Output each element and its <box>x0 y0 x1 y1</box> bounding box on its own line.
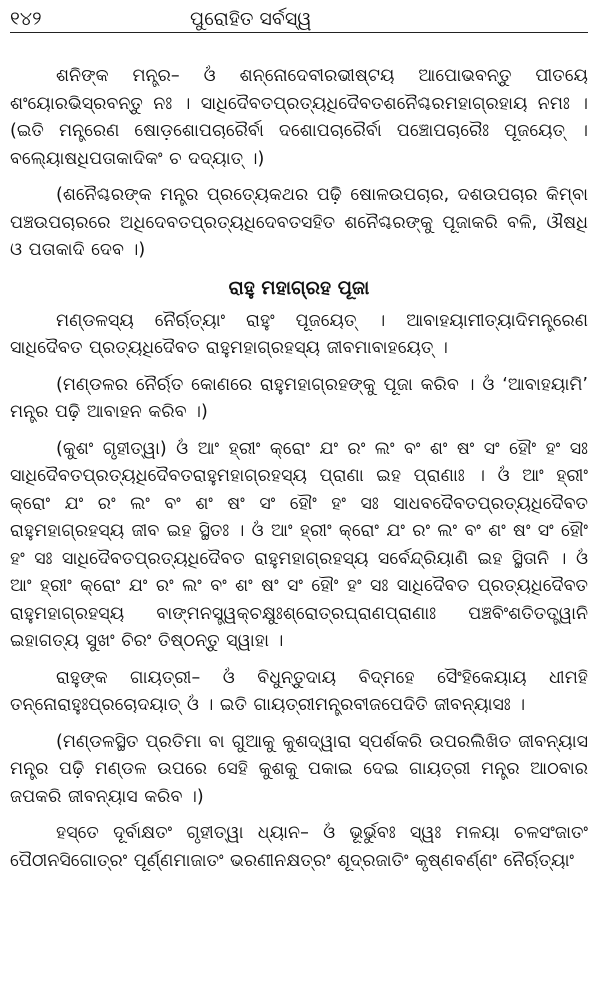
paragraph-rahu-pranapratishtha: (କୁଶଂ ଗୃହୀତ୍ୱା) ଓଁ ଆଂ ହ୍ରୀଂ କ୍ରୋଂ ଯଂ ରଂ ଲଂ ବଂ ଶଂ ଷଂ ସଂ ହୌଂ ହଂ ସଃ ସାଧିଦୈବତପ୍ରତ୍ୟଧିଦୈବତରାହୁମହାଗ୍ରହସ୍ୟ ପ୍ରାଣା ଇହ ପ୍ରାଣାଃ । ଓଁ ଆଂ ହ୍ରୀଂ କ୍ରୋଂ ଯଂ ରଂ ଲଂ ବଂ ଶଂ ଷଂ ସଂ ହୌଂ ହଂ ସଃ ସାଧବଦୈବତପ୍ରତ୍ୟଧିଦୈବତ ରାହୁମହାଗ୍ରହସ୍ୟ ଜୀବ ଇହ ସ୍ଥିତଃ । ଓଁ ଆଂ ହ୍ରୀଂ କ୍ରୋଂ ଯଂ ରଂ ଲଂ ବଂ ଶଂ ଷଂ ସଂ ହୌଂ ହଂ ସଃ ସାଧିଦୈବତପ୍ରତ୍ୟଧିଦୈବତ ରାହୁମହାଗ୍ରହସ୍ୟ ସର୍ବେନ୍ଦ୍ରିୟାଣି ଇହ ସ୍ଥିତାନି । ଓଁ ଆଂ ହ୍ରୀଂ କ୍ରୋଂ ଯଂ ରଂ ଲଂ ବଂ ଶଂ ଷଂ ସଂ ହୌଂ ହଂ ସଃ ସାଧିଦୈବତ ପ୍ରତ୍ୟଧିଦୈବତ ରାହୁମହାଗ୍ରହସ୍ୟ ବାଙ୍ମନସ୍ତ୍ୱକ୍‌ଚକ୍ଷୁଃଶ୍ରୋତ୍ରଘ୍ରାଣପ୍ରାଣାଃ ପଞ୍ଚବିଂଶତିତତ୍ତ୍ୱାନି ଇହାଗତ୍ୟ ସୁଖଂ ଚିରଂ ତିଷ୍ଠନ୍ତୁ ସ୍ୱାହା । <box>10 438 588 651</box>
paragraph-dhyana: ହସ୍ତେ ଦୂର୍ବାକ୍ଷତଂ ଗୃହୀତ୍ୱା ଧ୍ୟାନ– ଓଁ ଭୂର୍ଭୁବଃ ସ୍ୱଃ ମଳୟା ଚଳସଂଜାତଂ ପୈଠୀନସିଗୋତ୍ରଂ ପୂର୍ଣ୍ଣମାଜାତଂ ଭରଣୀନକ୍ଷତ୍ରଂ ଶୂଦ୍ରଜାତିଂ କୃଷ୍ଣବର୍ଣ୍ଣଂ ନୈର୍ଋତ୍ୟାଂ <box>10 823 588 871</box>
paragraph-rahu-instruction: (ମଣ୍ଡଳର ନୈର୍ଋତ କୋଣରେ ରାହୁମହାଗ୍ରହଙ୍କୁ ପୂଜା କରିବ । ଓଁ ‘ଆବାହୟାମି’ ମନ୍ତ୍ର ପଢ଼ି ଆବାହନ କରିବ ।) <box>10 374 588 422</box>
paragraph-shani-instruction: (ଶନୈଶ୍ଚରଙ୍କ ମନ୍ତ୍ର ପ୍ରତ୍ୟେକଥର ପଢ଼ି ଷୋଳଉପଚାର, ଦଶଉପଚାର କିମ୍ବା ପଞ୍ଚଉପଚାରରେ ଅଧିଦେବତପ୍ରତ୍ୟଧିଦେବତସହିତ ଶନୈଶ୍ଚରଙ୍କୁ ପୂଜାକରି ବଳି, ଔଷଧି ଓ ପତାକାଦି ଦେବ ।) <box>10 185 588 260</box>
running-title: ପୁରୋହିତ ସର୍ବସ୍ୱ <box>190 8 312 30</box>
page-header <box>10 6 588 33</box>
paragraph-jivanyasa-instruction: (ମଣ୍ଡଳସ୍ଥିତ ପ୍ରତିମା ବା ଗୁଆକୁ କୁଶଦ୍ୱାରା ସ୍ପର୍ଶକରି ଉପରଲିଖିତ ଜୀବନ୍ୟାସ ମନ୍ତ୍ର ପଢ଼ି ମଣ୍ଡଳ ଉପରେ ସେହି କୁଶକୁ ପକାଇ ଦେଇ ଗାୟତ୍ରୀ ମନ୍ତ୍ର ଆଠବାର ଜପକରି ଜୀବନ୍ୟାସ କରିବ ।) <box>10 731 588 807</box>
paragraph-rahu-gayatri: ରାହୁଙ୍କ ଗାୟତ୍ରୀ– ଓଁ ବିଧୁନ୍ତୁଦାୟ ବିଦ୍ମହେ ସୈଂହିକେୟାୟ ଧୀମହି ତନ୍ନୋରାହୁଃପ୍ରଚୋଦୟାତ୍ ଓଁ । ଇତି ଗାୟତ୍ରୀମନ୍ତ୍ରବୀଜପେଦିତି ଜୀବନ୍ୟାସଃ । <box>10 667 588 715</box>
section-heading: ରାହୁ ମହାଗ୍ରହ ପୂଜା <box>228 276 370 299</box>
paragraph-rahu-invocation: ମଣ୍ଡଳସ୍ୟ ନୈର୍ଋତ୍ୟାଂ ରାହୁଂ ପୂଜୟେତ୍ । ଆବାହୟାମୀତ୍ୟାଦିମନ୍ତ୍ରେଣ ସାଧିଦୈବତ ପ୍ରତ୍ୟଧିଦୈବତ ରାହୁମହାଗ୍ରହସ୍ୟ ଜୀବମାବାହୟେତ୍ । <box>10 310 588 358</box>
page-number: ୧୪୨ <box>10 8 42 30</box>
paragraph-shani-mantra: ଶନିଙ୍କ ମନ୍ତ୍ର– ଓଁ ଶନ୍ନୋଦେବୀରଭୀଷ୍ଟୟ ଆପୋଭବନ୍ତୁ ପୀତୟେ ଶଂୟୋରଭିସ୍ରବନ୍ତୁ ନଃ । ସାଧିଦୈବତପ୍ରତ୍ୟଧିଦୈବତଶନୈଶ୍ଚରମହାଗ୍ରହାୟ ନମଃ । (ଇତି ମନ୍ତ୍ରେଣ ଷୋଡ଼ଶୋପଚାରୈର୍ବା ଦଶୋପଚାରୈର୍ବା ପଞ୍ଚୋପଚାରୈଃ ପୂଜୟେତ୍ । ବଲ୍ୟୋଷଧିପତାକାଦିକଂ ଚ ଦଦ୍ୟାତ୍ ।) <box>10 66 588 169</box>
